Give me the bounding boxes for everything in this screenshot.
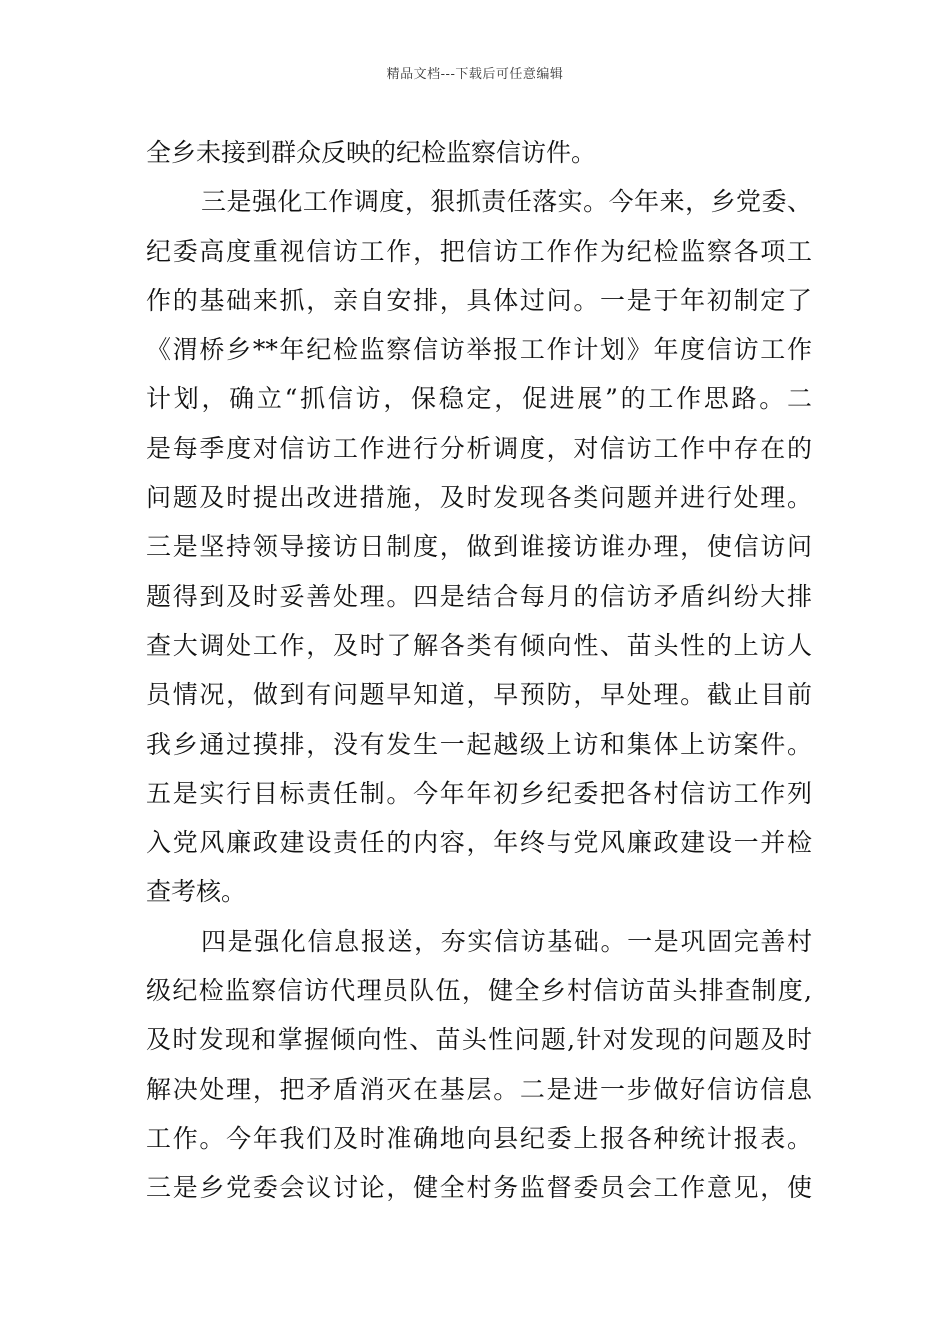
text-line: 《渭桥乡**年纪检监察信访举报工作计划》年度信访工作: [146, 335, 812, 365]
body-text: [146, 128, 812, 1213]
text-line: 三是乡党委会议讨论，健全村务监督委员会工作意见，使: [146, 1173, 812, 1203]
text-line: 工作。今年我们及时准确地向县纪委上报各种统计报表。: [146, 1123, 812, 1153]
text-line: 员情况，做到有问题早知道，早预防，早处理。截止目前: [146, 680, 812, 710]
text-line: 查考核。: [146, 877, 247, 907]
text-line: 纪委高度重视信访工作，把信访工作作为纪检监察各项工: [146, 236, 812, 266]
text-line: 查大调处工作，及时了解各类有倾向性、苗头性的上访人: [146, 630, 812, 660]
text-line: 题得到及时妥善处理。四是结合每月的信访矛盾纠纷大排: [146, 581, 812, 611]
text-line: 作的基础来抓，亲自安排，具体过问。一是于年初制定了: [146, 285, 812, 315]
text-line: 入党风廉政建设责任的内容，年终与党风廉政建设一并检: [146, 828, 812, 858]
text-line: 及时发现和掌握倾向性、苗头性问题,针对发现的问题及时: [146, 1025, 812, 1055]
text-line: 全乡未接到群众反映的纪检监察信访件。: [146, 138, 597, 167]
text-line: 三是强化工作调度，狠抓责任落实。今年来，乡党委、: [201, 187, 812, 217]
text-line: 我乡通过摸排，没有发生一起越级上访和集体上访案件。: [146, 729, 812, 759]
page-header: 精品文档---下载后可任意编辑: [386, 67, 564, 82]
text-line: 四是强化信息报送，夯实信访基础。一是巩固完善村: [201, 926, 812, 956]
text-line: 级纪检监察信访代理员队伍，健全乡村信访苗头排查制度,: [146, 976, 812, 1006]
text-line: 是每季度对信访工作进行分析调度，对信访工作中存在的: [146, 433, 812, 463]
text-line: 五是实行目标责任制。今年年初乡纪委把各村信访工作列: [146, 778, 812, 808]
text-line: 计划，确立“抓信访，保稳定，促进展”的工作思路。二: [146, 384, 812, 414]
text-line: 三是坚持领导接访日制度，做到谁接访谁办理，使信访问: [146, 532, 812, 562]
text-line: 解决处理，把矛盾消灭在基层。二是进一步做好信访信息: [146, 1074, 812, 1104]
text-line: 问题及时提出改进措施，及时发现各类问题并进行处理。: [146, 483, 812, 513]
